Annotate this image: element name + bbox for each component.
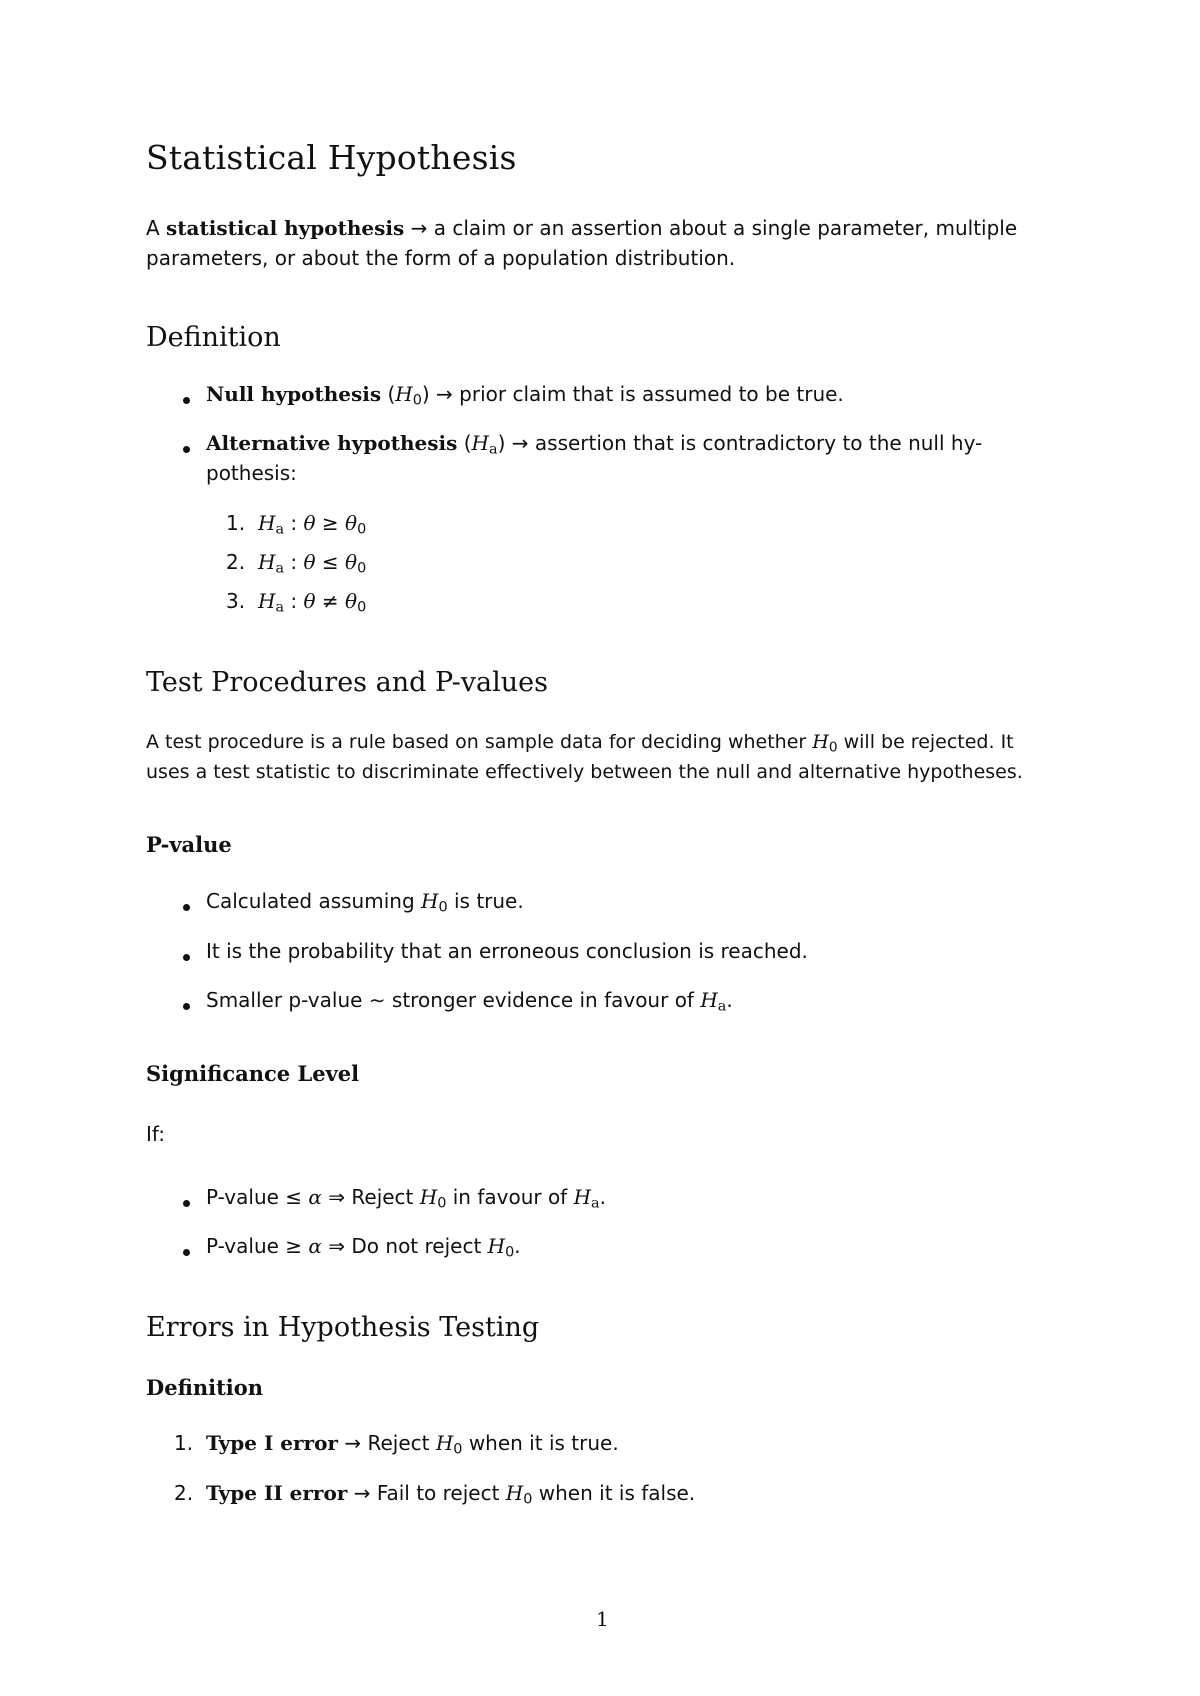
math-operator: ≠ [321,589,339,613]
term-type-i-error: Type I error [206,1431,338,1455]
math-subscript: 0 [357,599,367,616]
p-value-item-1 [206,889,524,916]
math-subscript: 0 [357,521,367,538]
math-symbol: H [505,1481,524,1505]
p-value-item-2: It is the probability that an erroneous conclusion is reached. [206,939,808,963]
paren-close: ) [497,431,506,455]
paren-open: ( [387,382,396,406]
math-theta: θ [345,511,358,535]
math-subscript: a [489,441,498,458]
intro-line-1 [146,216,1017,240]
para-text: will be rejected. It [843,731,1014,753]
error-item-type-1 [206,1431,619,1458]
sub-item-number: 3. [226,589,246,613]
math-operator: ≤ [321,550,339,574]
math-subscript: 0 [357,560,367,577]
item-text: when it is false. [538,1481,696,1505]
intro-line-2: parameters, or about the form of a population distribution. [146,246,736,270]
definition-heading: Definition [146,322,281,353]
item-text: ⇒ Reject [328,1185,414,1209]
paren-close: ) [421,382,430,406]
math-symbol: H [700,988,718,1012]
definition-item-null [206,382,844,409]
page-title: Statistical Hypothesis [146,138,517,177]
math-symbol: H [812,731,829,753]
intro-lead: A [146,216,160,240]
significance-item-1 [206,1185,606,1212]
math-operator: ≥ [321,511,339,535]
math-theta: θ [303,550,316,574]
item-text: Reject [367,1431,430,1455]
test-procedures-line-1 [146,731,1014,755]
item-text: P-value ≥ [206,1234,303,1258]
item-text: in favour of [452,1185,568,1209]
math-theta: θ [303,511,316,535]
colon: : [290,511,298,535]
math-symbol: H [258,511,276,535]
bullet-icon [183,904,190,911]
math-subscript: a [275,560,285,577]
arrow-symbol: → [436,382,453,406]
math-subscript: a [275,521,285,538]
sub-item-number: 1. [226,511,246,535]
intro-term: statistical hypothesis [166,216,405,240]
colon: : [290,589,298,613]
math-alpha: α [308,1234,322,1258]
math-symbol: H [395,382,413,406]
error-item-number: 1. [174,1431,194,1455]
error-item-type-2 [206,1481,695,1508]
math-symbol: H [435,1431,454,1455]
math-symbol: H [421,889,439,913]
definition-item-alternative [206,431,982,458]
bullet-icon [183,446,190,453]
item-text: prior claim that is assumed to be true. [459,382,844,406]
math-subscript: a [591,1195,600,1212]
math-theta: θ [345,550,358,574]
significance-if: If: [146,1122,165,1146]
item-text: . [514,1234,521,1258]
paren-open: ( [463,431,472,455]
test-procedures-heading: Test Procedures and P-values [146,667,548,698]
item-text: . [726,988,733,1012]
math-subscript: 0 [412,392,422,409]
bullet-icon [183,954,190,961]
page-number: 1 [596,1607,609,1631]
colon: : [290,550,298,574]
item-text: P-value ≤ [206,1185,303,1209]
math-subscript: 0 [437,1195,447,1212]
item-text: Smaller p-value ∼ stronger evidence in favour of [206,988,694,1012]
arrow-symbol: → [511,431,529,455]
definition-item-alternative-cont: pothesis: [206,461,297,485]
errors-heading: Errors in Hypothesis Testing [146,1312,540,1343]
intro-text: a claim or an assertion about a single parameter, multiple [433,216,1018,240]
bullet-icon [183,1200,190,1207]
math-subscript: 0 [828,739,838,756]
sub-item-number: 2. [226,550,246,574]
intro-arrow: → [410,216,428,240]
math-symbol: H [419,1185,438,1209]
significance-heading: Significance Level [146,1061,360,1086]
math-subscript: 0 [523,1491,533,1508]
math-subscript: 0 [505,1244,515,1261]
bullet-icon [183,397,190,404]
math-symbol: H [573,1185,592,1209]
arrow-symbol: → [353,1481,371,1505]
math-subscript: 0 [438,899,448,916]
significance-item-2 [206,1234,521,1261]
math-subscript: 0 [453,1441,463,1458]
item-text: assertion that is contradictory to the null hy- [534,431,983,455]
errors-subheading: Definition [146,1375,264,1400]
term-alternative-hypothesis: Alternative hypothesis [206,431,458,455]
bullet-icon [183,1249,190,1256]
error-item-number: 2. [174,1481,194,1505]
sub-item-formula-2 [258,550,366,577]
math-subscript: a [717,998,727,1015]
math-symbol: H [487,1234,506,1258]
sub-item-formula-3 [258,589,366,616]
p-value-item-3 [206,988,733,1015]
item-text: . [599,1185,606,1209]
bullet-icon [183,1003,190,1010]
item-text: Calculated assuming [206,889,415,913]
math-subscript: a [275,599,285,616]
math-theta: θ [303,589,316,613]
para-text: A test procedure is a rule based on sample data for deciding whether [146,731,807,753]
p-value-heading: P-value [146,832,232,857]
sub-item-formula-1 [258,511,366,538]
math-symbol: H [258,589,276,613]
term-type-ii-error: Type II error [206,1481,348,1505]
item-text: is true. [453,889,524,913]
item-text: Fail to reject [376,1481,500,1505]
arrow-symbol: → [344,1431,362,1455]
item-text: when it is true. [468,1431,619,1455]
math-symbol: H [471,431,489,455]
term-null-hypothesis: Null hypothesis [206,382,382,406]
math-alpha: α [308,1185,322,1209]
math-theta: θ [345,589,358,613]
test-procedures-line-2: uses a test statistic to discriminate effectively between the null and alternative hypotheses. [146,761,1023,783]
item-text: ⇒ Do not reject [328,1234,482,1258]
math-symbol: H [258,550,276,574]
